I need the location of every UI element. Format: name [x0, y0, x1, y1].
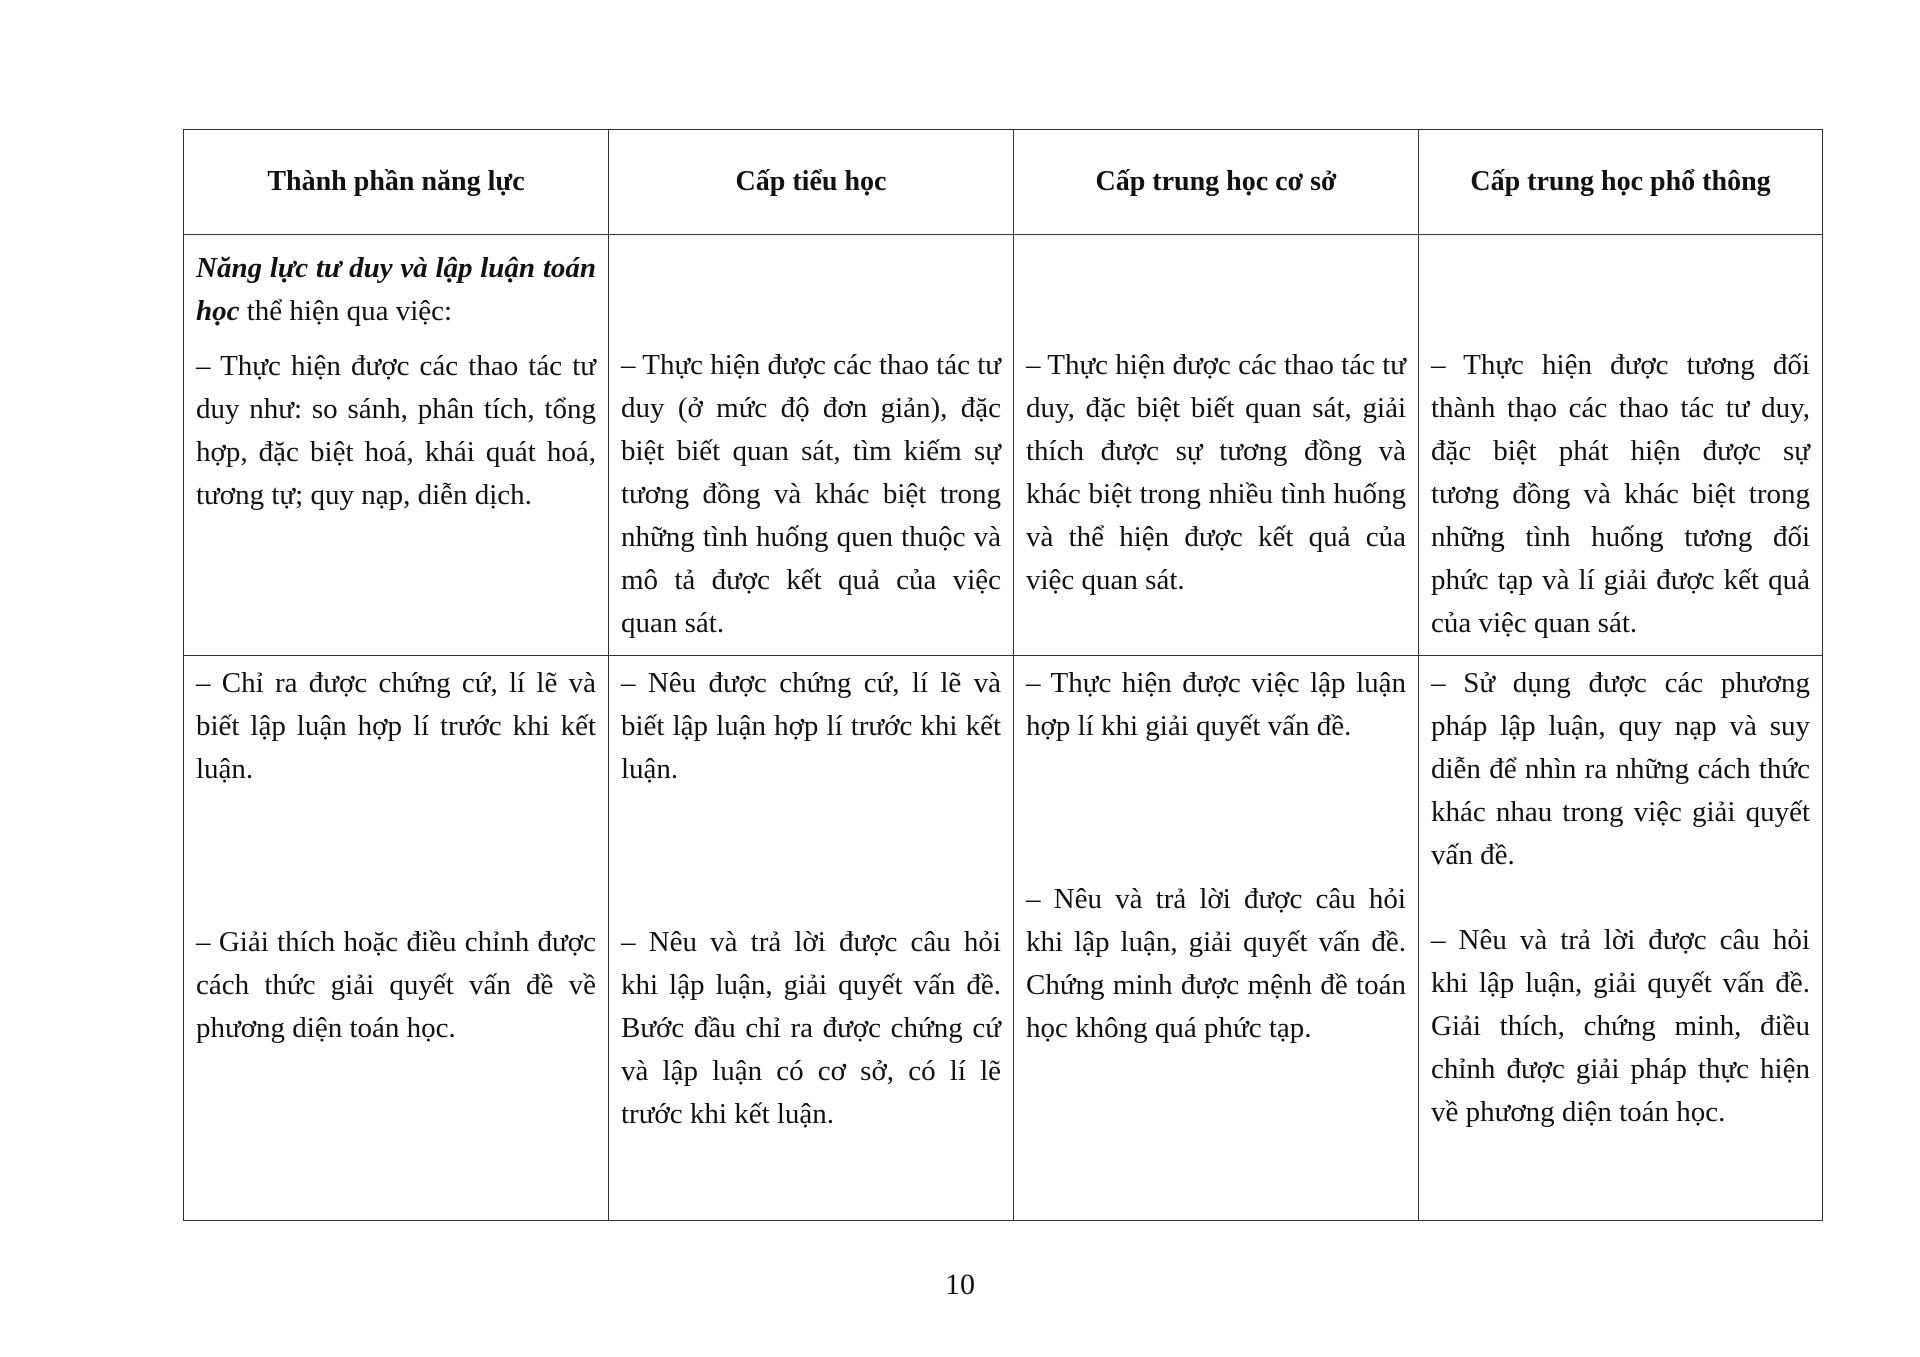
intro-bold: Năng lực tư duy và lập luận toán học [196, 252, 596, 327]
cell-text: – Thực hiện được các thao tác tư duy, đặc biệt biết quan sát, giải thích được sự tương đồng và khác biệt trong nhiều tình huống và thể hiện được kết quả của việc quan sát. [1026, 349, 1407, 596]
cell-text: – Nêu được chứng cứ, lí lẽ và biết lập luận hợp lí trước khi kết luận. [621, 667, 1001, 785]
header-component: Thành phần năng lực [184, 130, 609, 235]
table-row [184, 656, 1823, 1221]
competency-table [183, 129, 1823, 1221]
cell-text: – Thực hiện được các thao tác tư duy như: so sánh, phân tích, tổng hợp, đặc biệt hoá, khái quát hoá, tương tự; quy nạp, diễn dịch. [196, 350, 596, 511]
cell-text: – Giải thích hoặc điều chỉnh được cách thức giải quyết vấn đề về phương diện toán học. [196, 926, 596, 1044]
cell-primary [609, 235, 1014, 656]
header-lower-secondary: Cấp trung học cơ sở [1014, 130, 1419, 235]
header-primary: Cấp tiểu học [609, 130, 1014, 235]
cell-component [184, 656, 609, 1221]
cell-text: – Thực hiện được tương đối thành thạo các thao tác tư duy, đặc biệt phát hiện được sự tương đồng và khác biệt trong những tình huống tương đối phức tạp và lí giải được kết quả của việc quan sát. [1431, 349, 1810, 639]
cell-text: – Thực hiện được việc lập luận hợp lí khi giải quyết vấn đề. [1026, 667, 1406, 742]
table-row [184, 235, 1823, 656]
cell-component [184, 235, 609, 656]
cell-text: – Nêu và trả lời được câu hỏi khi lập luận, giải quyết vấn đề. Chứng minh được mệnh đề toán học không quá phức tạp. [1026, 883, 1406, 1044]
page-number: 10 [945, 1268, 975, 1301]
cell-upper-secondary [1419, 235, 1823, 656]
cell-lower-secondary [1014, 235, 1419, 656]
cell-text: – Nêu và trả lời được câu hỏi khi lập luận, giải quyết vấn đề. Giải thích, chứng minh, điều chỉnh được giải pháp thực hiện về phương diện toán học. [1431, 924, 1810, 1128]
intro-rest: thể hiện qua việc: [239, 295, 453, 327]
cell-text: – Sử dụng được các phương pháp lập luận, quy nạp và suy diễn để nhìn ra những cách thức khác nhau trong việc giải quyết vấn đề. [1431, 667, 1810, 871]
cell-lower-secondary [1014, 656, 1419, 1221]
intro-text [196, 247, 596, 333]
cell-text: – Thực hiện được các thao tác tư duy (ở mức độ đơn giản), đặc biệt biết quan sát, tìm kiếm sự tương đồng và khác biệt trong những tình huống quen thuộc và mô tả được kết quả của việc quan sát. [621, 349, 1002, 639]
cell-upper-secondary [1419, 656, 1823, 1221]
header-upper-secondary: Cấp trung học phổ thông [1419, 130, 1823, 235]
table-header-row [184, 130, 1823, 235]
cell-primary [609, 656, 1014, 1221]
cell-text: – Chỉ ra được chứng cứ, lí lẽ và biết lập luận hợp lí trước khi kết luận. [196, 667, 596, 785]
cell-text: – Nêu và trả lời được câu hỏi khi lập luận, giải quyết vấn đề. Bước đầu chỉ ra được chứng cứ và lập luận có cơ sở, có lí lẽ trước khi kết luận. [621, 926, 1001, 1130]
